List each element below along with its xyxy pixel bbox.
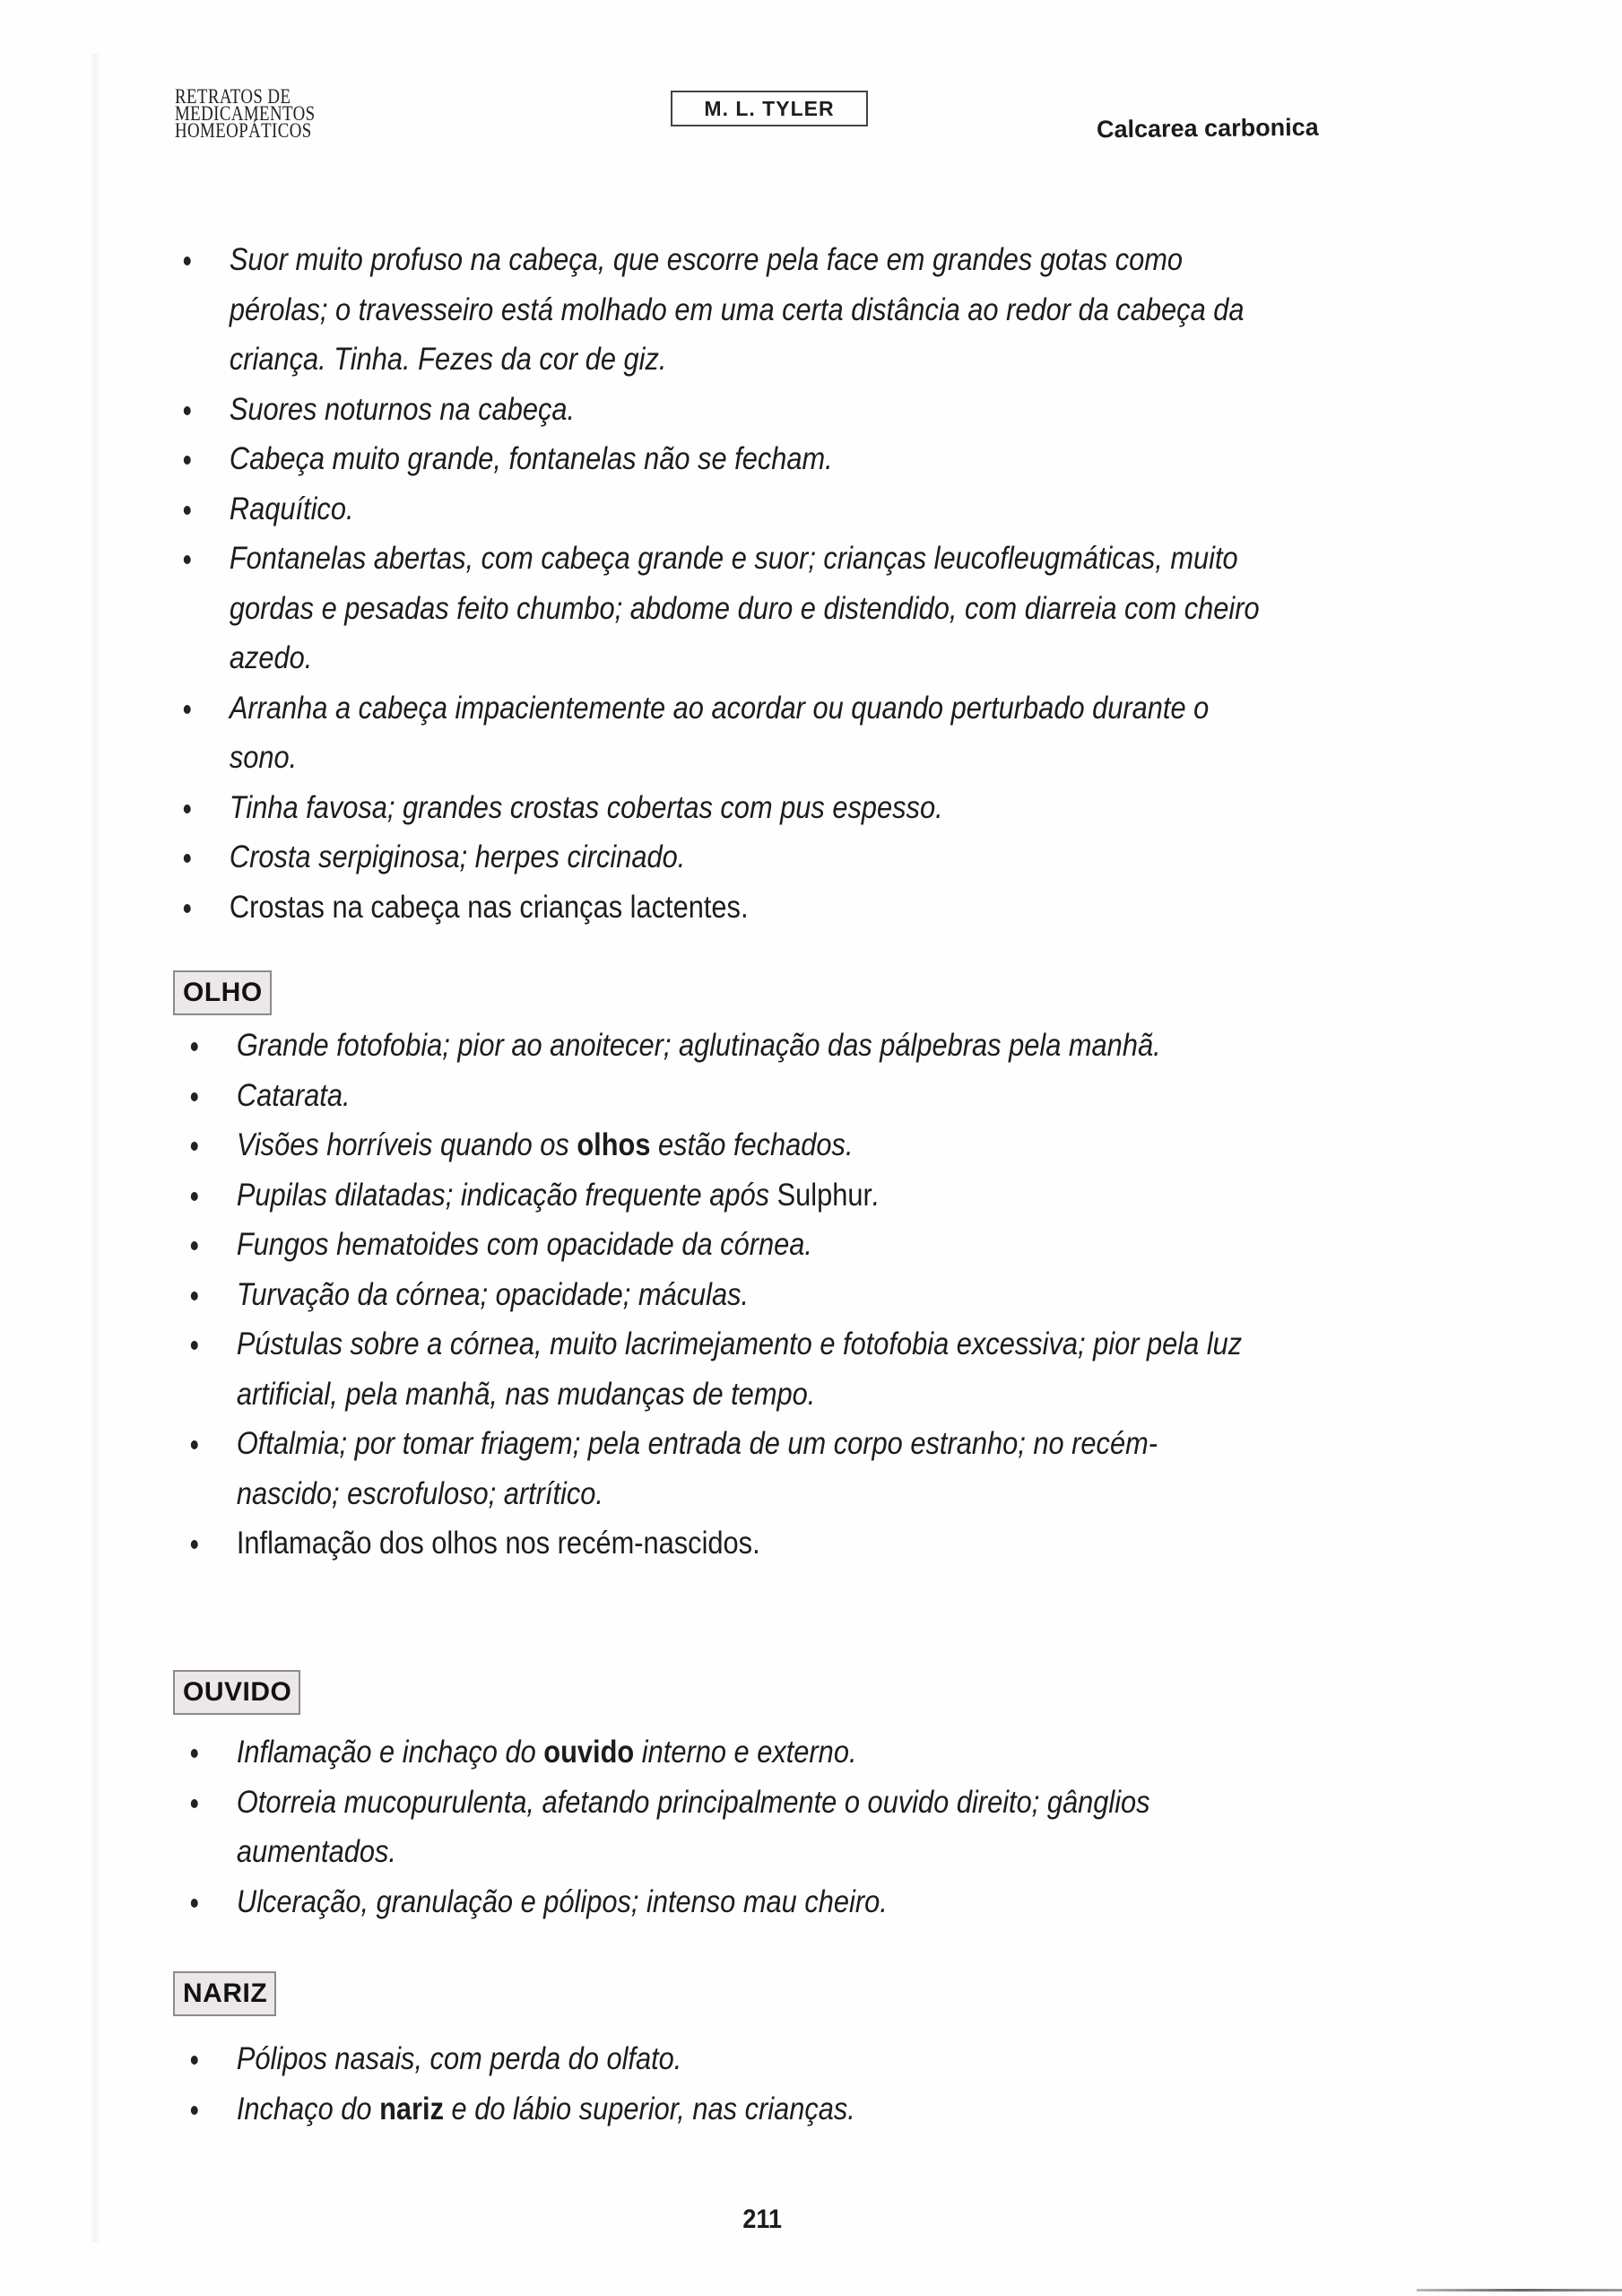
list-item [176,783,1264,833]
remedy-title: Calcarea carbonica [1096,113,1319,144]
bullet-icon [191,1042,198,1051]
list-item [176,434,1264,484]
list-item [183,1518,1256,1569]
list-item-text: Oftalmia; por tomar friagem; pela entrada de um corpo estranho; no recém-nascido; escrofuloso; artrítico. [236,1426,1158,1511]
symptom-list-head [176,235,1413,932]
bullet-icon [191,1192,198,1201]
list-item-text: Pústulas sobre a córnea, muito lacrimejamento e fotofobia excessiva; pior pela luz artificial, pela manhã, nas mudanças de tempo. [236,1326,1243,1412]
bullet-icon [191,2106,198,2115]
list-item-text: Inflamação dos olhos nos recém-nascidos. [236,1526,760,1561]
list-item-text: Inchaço do nariz e do lábio superior, nas crianças. [236,2091,855,2126]
bullet-icon [184,804,191,813]
list-item [183,1220,1256,1270]
list-item [176,883,1264,933]
bullet-icon [184,854,191,863]
keyword-bold: nariz [379,2091,444,2126]
list-item [183,1170,1256,1221]
list-item [183,1270,1256,1320]
list-item-text: Tinha favosa; grandes crostas cobertas com pus espesso. [229,789,943,825]
list-item [183,2034,1256,2084]
list-item-text: Ulceração, granulação e pólipos; intenso mau cheiro. [236,1883,888,1919]
page-gutter-shadow [90,54,100,2242]
bullet-icon [191,1799,198,1808]
list-item [176,534,1264,683]
symptom-list-nose [183,2034,1402,2134]
list-item [183,1727,1256,1778]
book-series-title [175,85,316,142]
list-item [176,385,1264,435]
list-item-text: Cabeça muito grande, fontanelas não se fecham. [229,441,833,476]
list-item-text: Catarata. [236,1077,351,1113]
list-item-text: Crostas na cabeça nas crianças lactentes. [229,889,749,925]
bullet-icon [191,1341,198,1350]
bullet-icon [191,1241,198,1250]
list-item-text: Pupilas dilatadas; indicação frequente após Sulphur. [236,1177,880,1213]
list-item-text: Turvação da córnea; opacidade; máculas. [236,1276,750,1312]
list-item-text: Inflamação e inchaço do ouvido interno e externo. [236,1735,857,1770]
list-item-text: Pólipos nasais, com perda do olfato. [236,2041,682,2076]
bullet-icon [191,2056,198,2065]
list-item [183,1778,1256,1877]
symptom-list-eye [183,1021,1402,1569]
list-item [176,235,1264,385]
list-item-text: Fontanelas abertas, com cabeça grande e suor; crianças leucofleugmáticas, muito gordas e pesadas feito chumbo; abdome duro e distendido, com diarreia com cheiro azedo. [229,541,1260,675]
list-item-text: Suores noturnos na cabeça. [229,391,576,427]
bullet-icon [184,904,191,913]
list-item-text: Suor muito profuso na cabeça, que escorre pela face em grandes gotas como pérolas; o travesseiro está molhado em uma certa distância ao redor da cabeça da criança. Tinha. Fezes da cor de giz. [229,242,1245,377]
keyword-bold: ouvido [543,1735,635,1770]
bullet-icon [184,456,191,465]
bullet-icon [184,406,191,415]
series-title-line: RETRATOS DE [175,85,291,108]
bullet-icon [191,1440,198,1449]
list-item-text: Otorreia mucopurulenta, afetando principalmente o ouvido direito; gânglios aumentados. [236,1784,1150,1869]
bullet-icon [191,1540,198,1549]
page-edge-shadow [1417,2289,1622,2292]
bullet-icon [191,1092,198,1101]
section-heading-ouvido: OUVIDO [173,1670,300,1715]
bullet-icon [191,1899,198,1908]
keyword-bold: olhos [577,1127,651,1162]
series-title-line: MEDICAMENTOS [175,102,316,125]
list-item-text: Grande fotofobia; pior ao anoitecer; aglutinação das pálpebras pela manhã. [236,1028,1161,1063]
section-heading-olho: OLHO [173,970,272,1015]
list-item [183,1319,1256,1419]
list-item-text: Raquítico. [229,491,354,526]
bullet-icon [191,1142,198,1151]
page-number: 211 [742,2205,782,2234]
bullet-icon [184,506,191,515]
series-title-line: HOMEOPÁTICOS [175,119,312,142]
list-item [183,1021,1256,1071]
bullet-icon [191,1292,198,1300]
remedy-reference: Sulphur [776,1177,872,1213]
bullet-icon [184,705,191,714]
author-label: M. L. TYLER [671,91,868,126]
list-item-text: Fungos hematoides com opacidade da córnea. [236,1227,812,1262]
list-item [183,1120,1256,1170]
symptom-list-ear [183,1727,1402,1926]
list-item [176,484,1264,535]
list-item [183,1071,1256,1121]
list-item-text: Visões horríveis quando os olhos estão fechados. [236,1127,854,1162]
list-item [183,1877,1256,1927]
list-item [176,683,1264,783]
bullet-icon [184,555,191,564]
list-item [183,1419,1256,1518]
list-item [176,832,1264,883]
list-item-text: Crosta serpiginosa; herpes circinado. [229,839,686,874]
bullet-icon [191,1749,198,1758]
bullet-icon [184,257,191,265]
list-item [183,2084,1256,2135]
list-item-text: Arranha a cabeça impacientemente ao acordar ou quando perturbado durante o sono. [229,690,1210,775]
section-heading-nariz: NARIZ [173,1971,276,2016]
